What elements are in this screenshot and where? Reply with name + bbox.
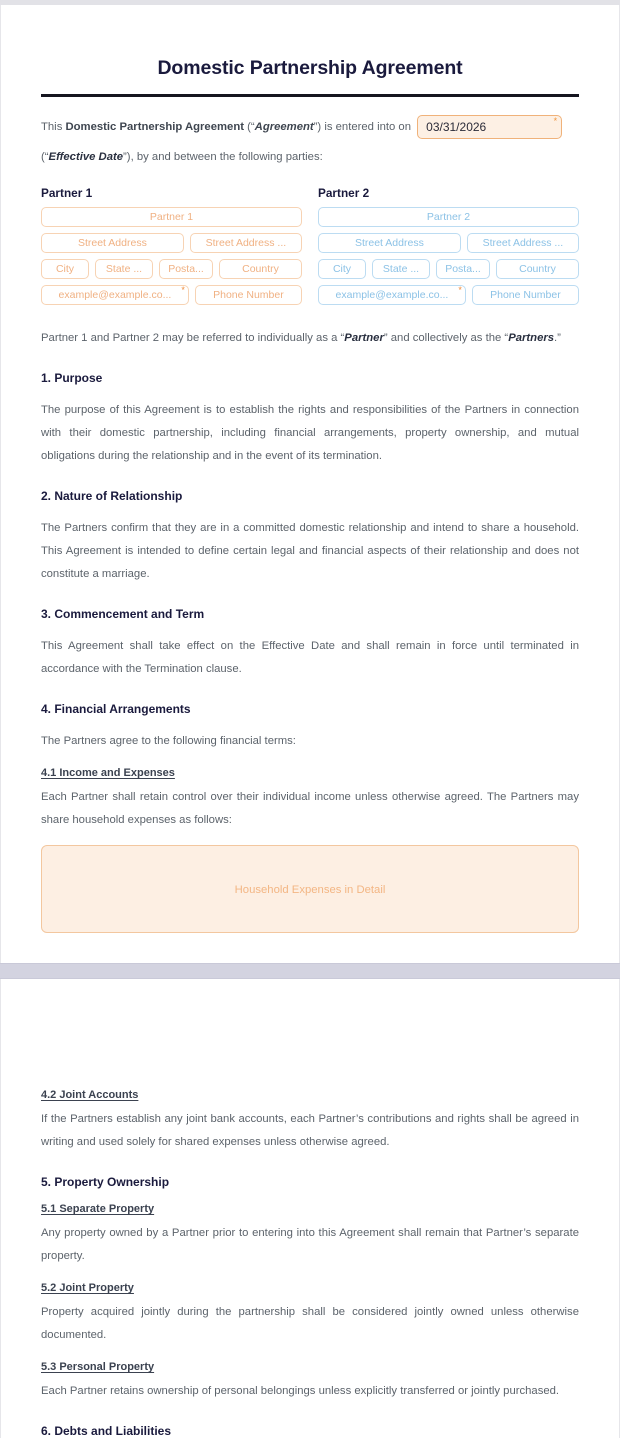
required-asterisk-icon: *: [181, 285, 185, 295]
required-asterisk-icon: *: [553, 116, 558, 127]
partner-1-name-input[interactable]: Partner 1: [41, 207, 302, 227]
intro-agreement-quoted: Agreement: [254, 121, 314, 133]
partner-2-email-placeholder: example@example.co...: [335, 289, 449, 301]
partner-2-country-input[interactable]: Country: [496, 259, 579, 279]
partner-2-name-input[interactable]: Partner 2: [318, 207, 579, 227]
partner-1-street-row: [41, 233, 302, 253]
section-5-2-body: Property acquired jointly during the partnership shall be considered jointly owned unless otherwise documented.: [41, 1306, 579, 1341]
parties-ref-part1: Partner 1 and Partner 2 may be referred to individually as a “: [41, 332, 345, 344]
partner-1-country-input[interactable]: Country: [219, 259, 302, 279]
partner-2-street2-input[interactable]: Street Address ...: [467, 233, 579, 253]
partner-1-email-placeholder: example@example.co...: [58, 289, 172, 301]
page-break-separator: [0, 963, 620, 979]
parties-ref-part3: .”: [554, 332, 561, 344]
partner-1-street2-input[interactable]: Street Address ...: [190, 233, 302, 253]
intro-tail-close: ”), by and between the following parties:: [123, 151, 323, 163]
partner-1-name-row: [41, 207, 302, 227]
section-5-1-heading: 5.1 Separate Property: [41, 1203, 155, 1215]
section-1-body: The purpose of this Agreement is to establish the rights and responsibilities of the Partners in connection with their domestic partnership, including financial arrangements, property ownership, and mutual obligations during the relationship and in the event of its termination.: [41, 404, 579, 462]
section-4-2-body: If the Partners establish any joint bank accounts, each Partner’s contributions and rights shall be agreed in writing and used solely for shared expenses unless otherwise agreed.: [41, 1113, 579, 1148]
section-5-1-body: Any property owned by a Partner prior to entering into this Agreement shall remain that Partner’s separate property.: [41, 1227, 579, 1262]
intro-paragraph: [41, 112, 579, 172]
partner-1-contact-row: [41, 285, 302, 305]
section-4-1-heading: 4.1 Income and Expenses: [41, 767, 175, 779]
intro-paren-close: ”) is entered into on: [313, 121, 415, 133]
document-page-2: [0, 979, 620, 1438]
section-3-heading: 3. Commencement and Term: [41, 607, 205, 621]
section-2-heading: 2. Nature of Relationship: [41, 489, 183, 503]
partner-1-postal-input[interactable]: Posta...: [159, 259, 213, 279]
partner-2-phone-input[interactable]: Phone Number: [472, 285, 579, 305]
partner-2-street-input[interactable]: Street Address: [318, 233, 461, 253]
section-3-body: This Agreement shall take effect on the Effective Date and shall remain in force until terminated in accordance with the Termination clause.: [41, 640, 579, 675]
section-1-heading: 1. Purpose: [41, 371, 103, 385]
parties-reference-paragraph: [41, 327, 579, 350]
required-asterisk-icon: *: [458, 285, 462, 295]
partner-2-block: [318, 186, 579, 311]
partner-2-email-input[interactable]: [318, 285, 466, 305]
partner-1-phone-input[interactable]: Phone Number: [195, 285, 302, 305]
section-5-2-heading: 5.2 Joint Property: [41, 1282, 134, 1294]
partner-2-street-row: [318, 233, 579, 253]
partner-1-street-input[interactable]: Street Address: [41, 233, 184, 253]
parties-ref-term-partners: Partners: [508, 332, 555, 344]
household-expenses-textarea[interactable]: Household Expenses in Detail: [41, 845, 579, 933]
section-4-1-body: Each Partner shall retain control over their individual income unless otherwise agreed. The Partners may share household expenses as follows:: [41, 791, 579, 826]
partner-1-email-input[interactable]: [41, 285, 189, 305]
partner-1-locality-row: [41, 259, 302, 279]
parties-section: [41, 186, 579, 311]
partner-2-contact-row: [318, 285, 579, 305]
section-4-intro: The Partners agree to the following financial terms:: [41, 735, 296, 747]
effective-date-value: 03/31/2026: [426, 120, 487, 135]
section-5-3-body: Each Partner retains ownership of personal belongings unless explicitly transferred or jointly purchased.: [41, 1385, 560, 1397]
section-5-3-heading: 5.3 Personal Property: [41, 1361, 155, 1373]
intro-tail-open: (“: [41, 151, 49, 163]
section-4-2-heading: 4.2 Joint Accounts: [41, 1089, 139, 1101]
section-5-heading: 5. Property Ownership: [41, 1175, 170, 1189]
intro-effective-date-term: Effective Date: [48, 151, 124, 163]
document-stack: [0, 5, 620, 1452]
intro-paren-open: (“: [243, 121, 255, 133]
partner-1-state-input[interactable]: State ...: [95, 259, 153, 279]
partner-2-city-input[interactable]: City: [318, 259, 366, 279]
document-page-1: [0, 5, 620, 963]
section-2-body: The Partners confirm that they are in a committed domestic relationship and intend to share a household. This Agreement is intended to define certain legal and financial aspects of their relationship and does not constitute a marriage.: [41, 522, 579, 580]
partner-2-state-input[interactable]: State ...: [372, 259, 430, 279]
page-2-top-spacer: [41, 979, 579, 1075]
parties-ref-term-partner: Partner: [344, 332, 384, 344]
partner-2-label: Partner 2: [318, 186, 370, 200]
partner-2-postal-input[interactable]: Posta...: [436, 259, 490, 279]
effective-date-input[interactable]: [417, 115, 562, 139]
partner-2-name-row: [318, 207, 579, 227]
page-1-bottom-spacer: [41, 933, 579, 963]
page-title: Domestic Partnership Agreement: [157, 57, 463, 79]
title-divider: [41, 94, 579, 97]
partner-2-locality-row: [318, 259, 579, 279]
partner-1-block: [41, 186, 302, 311]
intro-prefix: This: [41, 121, 66, 133]
partner-1-city-input[interactable]: City: [41, 259, 89, 279]
partner-1-label: Partner 1: [41, 186, 93, 200]
section-4-heading: 4. Financial Arrangements: [41, 702, 191, 716]
section-6-heading: 6. Debts and Liabilities: [41, 1424, 172, 1438]
parties-ref-part2: ” and collectively as the “: [383, 332, 509, 344]
intro-agreement-term: Domestic Partnership Agreement: [65, 121, 244, 133]
